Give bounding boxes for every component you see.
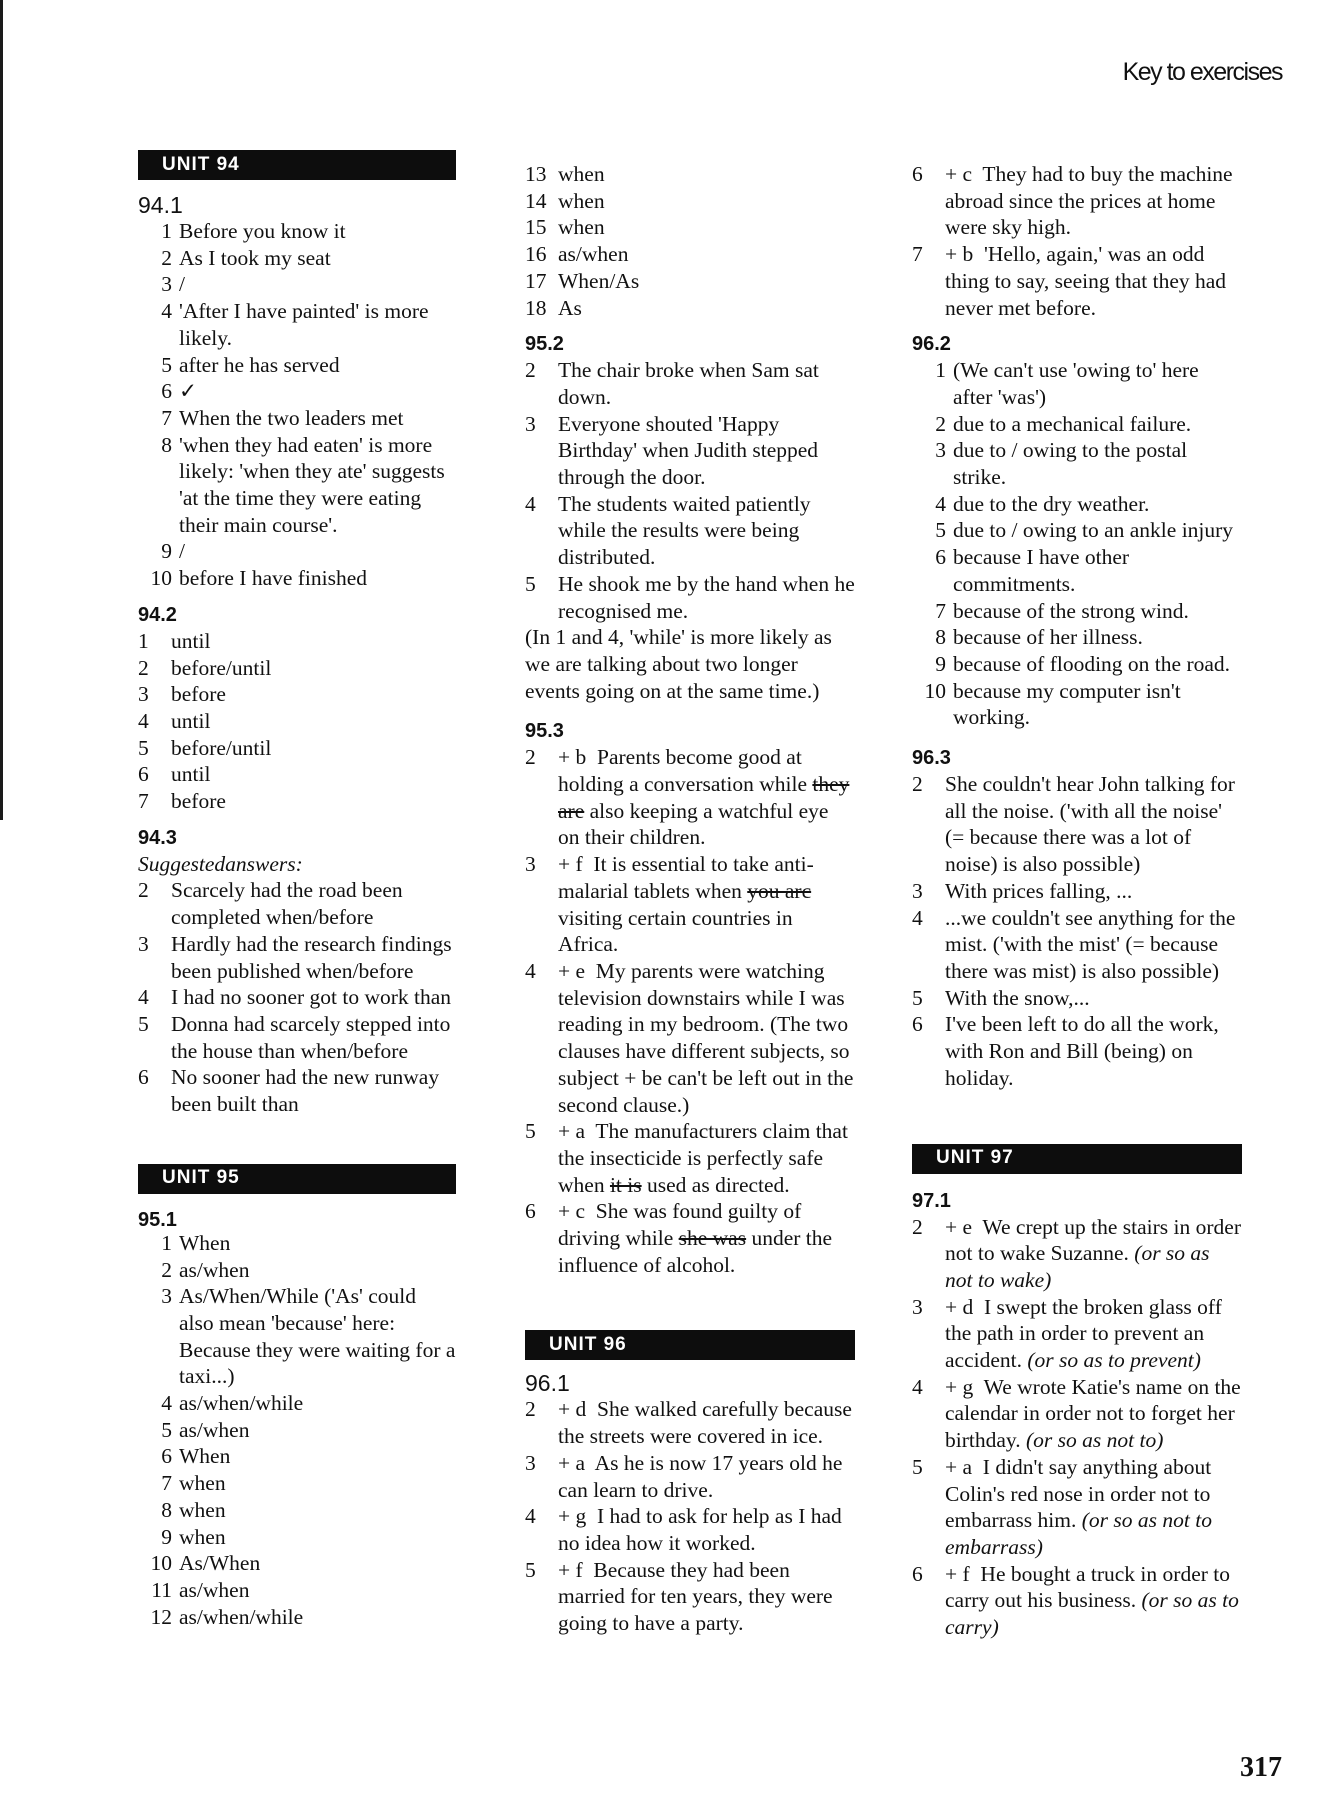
struck-text: you arc	[747, 878, 812, 903]
list-item: 6 ✓	[138, 378, 456, 405]
exercise-96-3-label: 96.3	[912, 747, 951, 770]
list-item: 9 when	[161, 1524, 226, 1549]
list-item: 4 ...we couldn't see anything for the mist. ('with the mist' (= because there was mist) is also possible)	[912, 905, 1236, 983]
list-item: 3 /	[161, 272, 185, 297]
list-item: 1 (We can't use 'owing to' here after 'was')	[935, 358, 1199, 409]
list-item: 3 As/When/While ('As' could also mean 'because' here: Because they were waiting for a taxi...)	[161, 1284, 456, 1389]
exercise-94-2-label: 94.2	[138, 603, 177, 626]
list-item: 4 until	[138, 708, 211, 733]
exercise-95-1-list	[138, 1230, 456, 1631]
list-item: 16 as/when	[525, 242, 629, 267]
list-item: 2 due to a mechanical failure.	[935, 411, 1192, 436]
list-item: 7 because of the strong wind.	[935, 598, 1189, 623]
exercise-96-2-label: 96.2	[912, 333, 951, 356]
list-item: 2 as/when	[161, 1257, 250, 1282]
list-item: 15 when	[525, 215, 605, 240]
list-item: 5 as/when	[161, 1417, 250, 1442]
list-item: 9 /	[161, 539, 185, 564]
list-item: 4 + e My parents were watching television downstairs while I was reading in my bedroom. (The two clauses have different subjects, so subject + be can't be left out in the second clause.)	[525, 958, 854, 1117]
list-item: 6 + f He bought a truck in order to carry out his business. (or so as to carry)	[912, 1561, 1239, 1640]
list-item: 4 as/when/while	[161, 1391, 304, 1416]
unit-97-bar: UNIT 97	[912, 1144, 1242, 1174]
list-item: 4 'After I have painted' is more likely.	[161, 299, 429, 350]
list-item: 2 + e We crept up the stairs in order not to wake Suzanne. (or so as not to wake)	[912, 1214, 1241, 1292]
suggested-answers-note: Suggestedanswers:	[138, 851, 303, 876]
list-item: 18 As	[525, 295, 582, 320]
unit-96-bar: UNIT 96	[525, 1330, 855, 1360]
list-item: 3 before	[138, 682, 226, 707]
checkmark-icon: ✓	[179, 379, 198, 404]
list-item: 4 due to the dry weather.	[935, 491, 1150, 516]
list-item: 5 With the snow,...	[912, 985, 1090, 1010]
list-item: 7 When the two leaders met	[161, 405, 404, 430]
list-item: 4 + g We wrote Katie's name on the calendar in order not to forget her birthday. (or so as not to)	[912, 1374, 1241, 1453]
exercise-96-2-list	[912, 357, 1242, 731]
unit-95-bar: UNIT 95	[138, 1164, 456, 1194]
list-item: 2 She couldn't hear John talking for all the noise. ('with all the noise' (= because there was a lot of noise) is also possible)	[912, 772, 1235, 877]
list-item: 5 due to / owing to an ankle injury	[935, 518, 1234, 543]
list-item: 2 Scarcely had the road been completed when/before	[138, 878, 403, 930]
list-item: 17 When/As	[525, 268, 640, 293]
list-item: 5 before/until	[138, 735, 272, 760]
list-item: 5 after he has served	[161, 352, 340, 377]
column-2	[525, 161, 855, 1637]
list-item: 10 As/When	[150, 1551, 261, 1576]
list-item: 12 as/when/while	[150, 1604, 304, 1629]
exercise-97-1-label: 97.1	[912, 1189, 951, 1212]
exercise-94-3-label: 94.3	[138, 826, 177, 849]
list-item: 14 when	[525, 188, 605, 213]
list-item: 1 Before you know it	[161, 219, 346, 243]
exercise-97-1-list	[912, 1214, 1242, 1641]
list-item: 3 Hardly had the research findings been published when/before	[138, 931, 452, 983]
list-item: 5 + a I didn't say anything about Colin's red nose in order not to embarrass him. (or so as not to embarrass)	[912, 1454, 1212, 1559]
exercise-95-2-note: (In 1 and 4, 'while' is more likely as we are talking about two longer events going on at the same time.)	[525, 625, 832, 703]
page-edge-bar	[0, 0, 3, 820]
struck-text: it is	[609, 1172, 642, 1197]
exercise-95-1-continued	[525, 161, 855, 321]
list-item: 13 when	[525, 162, 605, 186]
list-item: 8 when	[161, 1497, 226, 1522]
exercise-96-3-list	[912, 771, 1242, 1091]
list-item: 5 Donna had scarcely stepped into the house than when/before	[138, 1011, 451, 1063]
list-item: 6 + c They had to buy the machine abroad since the prices at home were sky high.	[912, 162, 1233, 240]
list-item: 2 before/until	[138, 655, 272, 680]
list-item: 3 due to / owing to the postal strike.	[935, 438, 1188, 490]
list-item: 10 because my computer isn't working.	[924, 678, 1181, 730]
column-1	[138, 150, 456, 1630]
list-item: 5 He shook me by the hand when he recognised me.	[525, 571, 855, 623]
list-item: 2 As I took my seat	[161, 245, 331, 270]
exercise-95-2-list	[525, 357, 855, 624]
list-item: 2 The chair broke when Sam sat down.	[525, 358, 819, 409]
page-number: 317	[1240, 1752, 1282, 1783]
list-item: 5 + f Because they had been married for ten years, they were going to have a party.	[525, 1557, 833, 1636]
list-item: 7 + b 'Hello, again,' was an odd thing to say, seeing that they had never met before.	[912, 242, 1227, 320]
list-item: 6 When	[161, 1444, 231, 1469]
unit-94-bar: UNIT 94	[138, 150, 456, 180]
exercise-95-3-list	[525, 744, 855, 1278]
list-item: 1 When	[161, 1230, 231, 1255]
list-item: 6 + c She was found guilty of driving while she was under the influence of alcohol.	[525, 1199, 833, 1277]
list-item: 1 until	[138, 628, 211, 653]
list-item: 10 before I have finished	[150, 566, 368, 591]
list-item: 4 + g I had to ask for help as I had no idea how it worked.	[525, 1504, 842, 1555]
list-item: 11 as/when	[151, 1577, 250, 1602]
exercise-94-1-list	[138, 218, 456, 592]
page-header: Key to exercises	[1122, 58, 1282, 86]
list-item: 3 Everyone shouted 'Happy Birthday' when Judith stepped through the door.	[525, 411, 819, 490]
list-item: 5 + a The manufacturers claim that the insecticide is perfectly safe when it is used as directed.	[525, 1119, 848, 1197]
exercise-94-3-list	[138, 877, 456, 1117]
list-item: 6 until	[138, 762, 211, 787]
list-item: 2 + d She walked carefully because the streets were covered in ice.	[525, 1397, 852, 1449]
list-item: 3 + f It is essential to take anti-malarial tablets when you arc visiting certain countries in Africa.	[525, 852, 814, 957]
list-item: 6 No sooner had the new runway been built than	[138, 1065, 440, 1117]
struck-text: they are	[558, 772, 850, 823]
list-item: 2 + b Parents become good at holding a conversation while they are also keeping a watchful eye on their children.	[525, 745, 850, 850]
list-item: 7 when	[161, 1471, 226, 1496]
list-item: 6 I've been left to do all the work, with Ron and Bill (being) on holiday.	[912, 1012, 1219, 1090]
list-item: 8 because of her illness.	[935, 625, 1143, 650]
list-item: 7 before	[138, 789, 226, 814]
list-item: 6 because I have other commitments.	[935, 545, 1130, 596]
list-item: 3 + a As he is now 17 years old he can learn to drive.	[525, 1450, 843, 1502]
struck-text: she was	[678, 1226, 747, 1251]
exercise-94-2-list	[138, 628, 456, 815]
list-item: 4 The students waited patiently while the results were being distributed.	[525, 491, 811, 570]
exercise-95-3-label: 95.3	[525, 720, 564, 743]
exercise-94-1-label: 94.1	[138, 192, 183, 218]
list-item: 9 because of flooding on the road.	[935, 651, 1231, 676]
exercise-96-1-label: 96.1	[525, 1370, 570, 1397]
list-item: 3 With prices falling, ...	[912, 878, 1133, 903]
list-item: 4 I had no sooner got to work than	[138, 985, 452, 1010]
exercise-95-1-label: 95.1	[138, 1208, 177, 1231]
exercise-96-1-continued	[912, 161, 1242, 321]
list-item: 8 'when they had eaten' is more likely: 'when they ate' suggests 'at the time they were eating their main course'.	[161, 432, 445, 537]
column-3	[912, 161, 1242, 1641]
exercise-95-2-label: 95.2	[525, 333, 564, 356]
list-item: 3 + d I swept the broken glass off the path in order to prevent an accident. (or so as to prevent)	[912, 1294, 1222, 1373]
exercise-96-1-list	[525, 1396, 855, 1636]
